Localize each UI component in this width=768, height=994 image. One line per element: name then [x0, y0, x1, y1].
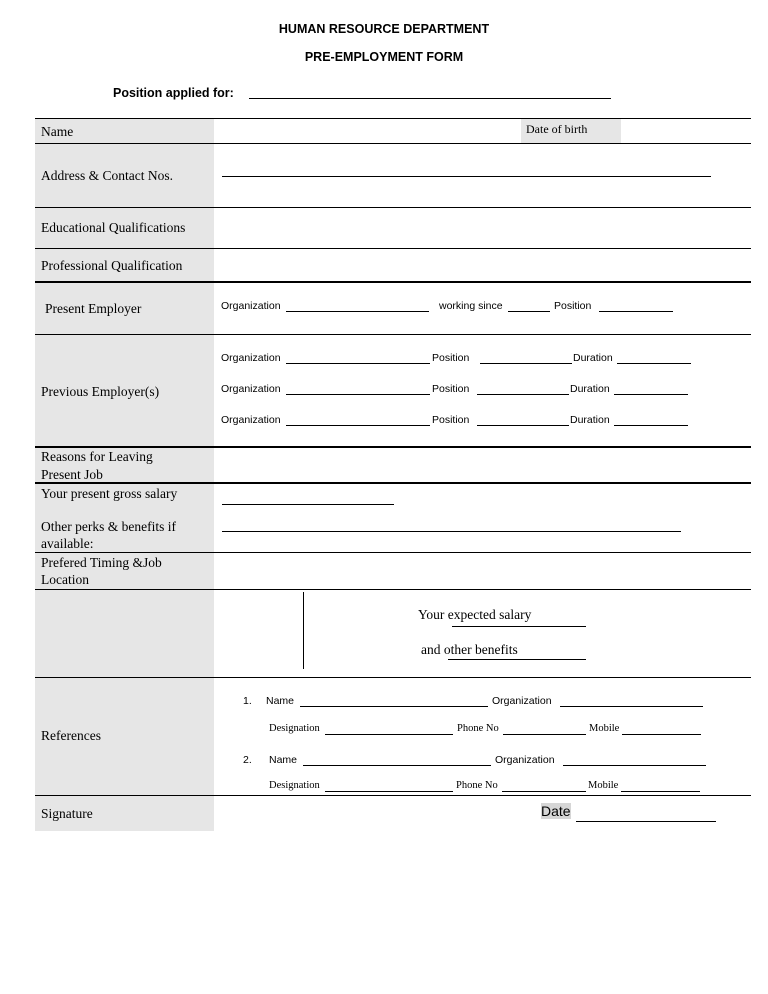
- prev3-duration-field[interactable]: [614, 425, 688, 426]
- ref2-phone-field[interactable]: [502, 791, 586, 792]
- divider: [35, 589, 751, 590]
- present-employer-label: Present Employer: [45, 301, 142, 316]
- working-since-field[interactable]: [508, 311, 550, 312]
- divider: [35, 207, 751, 208]
- ref1-phone-label: Phone No: [457, 723, 499, 734]
- ref1-phone-field[interactable]: [503, 734, 586, 735]
- signature-date: [541, 803, 571, 819]
- ref1-organization-field[interactable]: [560, 706, 703, 707]
- divider: [35, 334, 751, 335]
- divider: [35, 482, 751, 484]
- signature-date-field[interactable]: [576, 821, 716, 822]
- ref1-name-field[interactable]: [300, 706, 488, 707]
- expected-salary-prefix: Your: [418, 607, 448, 622]
- ref2-name-label: Name: [269, 754, 298, 766]
- date-of-birth-label: Date of birth: [526, 122, 588, 136]
- address-label: Address & Contact Nos.: [41, 168, 173, 183]
- working-since-label: working since: [439, 300, 503, 312]
- ref2-mobile-field[interactable]: [621, 791, 700, 792]
- present-organization-label: Organization: [221, 300, 281, 312]
- ref2-designation-label: Designation: [269, 780, 320, 791]
- prev2-position-field[interactable]: [477, 394, 569, 395]
- ref1-mobile-field[interactable]: [622, 734, 701, 735]
- reasons-label-line2: Present Job: [41, 467, 103, 482]
- present-position-field[interactable]: [599, 311, 673, 312]
- gross-salary-label: Your present gross salary: [41, 486, 178, 501]
- divider: [35, 118, 751, 119]
- ref2-mobile-label: Mobile: [588, 780, 619, 791]
- ref1-designation-field[interactable]: [325, 734, 453, 735]
- education-label: Educational Qualifications: [41, 220, 186, 235]
- references-label: References: [41, 728, 101, 743]
- prev1-position-label: Position: [432, 352, 470, 364]
- prev2-organization-label: Organization: [221, 383, 281, 395]
- ref1-number: 1.: [243, 695, 252, 707]
- name-label: Name: [41, 124, 74, 139]
- divider: [35, 281, 751, 283]
- prev1-organization-field[interactable]: [286, 363, 430, 364]
- expected-salary-text: expected salary: [447, 607, 532, 622]
- form-title: PRE-EMPLOYMENT FORM: [304, 50, 464, 64]
- prev3-duration-label: Duration: [570, 414, 610, 426]
- reasons-label-line1: Reasons for Leaving: [41, 449, 153, 464]
- position-applied-label: Position applied for:: [113, 86, 234, 100]
- ref1-designation-label: Designation: [269, 723, 320, 734]
- prev1-organization-label: Organization: [221, 352, 281, 364]
- expected-benefits-label: [421, 642, 518, 658]
- ref1-organization-label: Organization: [492, 695, 552, 707]
- prev1-duration-label: Duration: [573, 352, 613, 364]
- prev2-duration-field[interactable]: [614, 394, 688, 395]
- signature-label: Signature: [41, 806, 93, 821]
- expected-salary-field[interactable]: [452, 626, 586, 627]
- position-applied-field[interactable]: [249, 98, 611, 99]
- prev2-organization-field[interactable]: [286, 394, 430, 395]
- gross-salary-field[interactable]: [222, 504, 394, 505]
- present-position-label: Position: [554, 300, 592, 312]
- expected-benefits-text: ther benefits: [450, 642, 518, 657]
- timing-label-line1: Prefered Timing &Job: [41, 555, 162, 570]
- expected-benefits-field[interactable]: [448, 659, 586, 660]
- ref2-organization-label: Organization: [495, 754, 555, 766]
- column-divider: [303, 592, 304, 669]
- ref2-designation-field[interactable]: [325, 791, 453, 792]
- prev2-position-label: Position: [432, 383, 470, 395]
- prev3-organization-label: Organization: [221, 414, 281, 426]
- perks-label-line1: Other perks & benefits if: [41, 519, 176, 534]
- ref2-phone-label: Phone No: [456, 780, 498, 791]
- prev3-position-label: Position: [432, 414, 470, 426]
- date-of-birth-cell: [521, 119, 621, 143]
- present-organization-field[interactable]: [286, 311, 429, 312]
- prev1-duration-field[interactable]: [617, 363, 691, 364]
- ref2-number: 2.: [243, 754, 252, 766]
- perks-label-line2: available:: [41, 536, 94, 551]
- prev3-position-field[interactable]: [477, 425, 569, 426]
- timing-label-line2: Location: [41, 572, 89, 587]
- expected-salary-label: [418, 607, 531, 623]
- divider: [35, 795, 751, 796]
- professional-label: Professional Qualification: [41, 258, 183, 273]
- address-field[interactable]: [222, 176, 711, 177]
- divider: [35, 143, 751, 144]
- divider: [35, 677, 751, 678]
- previous-employers-label: Previous Employer(s): [41, 384, 160, 399]
- ref2-organization-field[interactable]: [563, 765, 706, 766]
- ref1-mobile-label: Mobile: [589, 723, 620, 734]
- divider: [35, 552, 751, 553]
- divider: [35, 248, 751, 249]
- ref2-name-field[interactable]: [303, 765, 491, 766]
- ref1-name-label: Name: [266, 695, 295, 707]
- prev2-duration-label: Duration: [570, 383, 610, 395]
- department-heading: HUMAN RESOURCE DEPARTMENT: [278, 22, 490, 36]
- expected-benefits-prefix: and o: [421, 642, 451, 657]
- prev3-organization-field[interactable]: [286, 425, 430, 426]
- prev1-position-field[interactable]: [480, 363, 572, 364]
- perks-field[interactable]: [222, 531, 681, 532]
- signature-date-label: Date: [541, 803, 571, 819]
